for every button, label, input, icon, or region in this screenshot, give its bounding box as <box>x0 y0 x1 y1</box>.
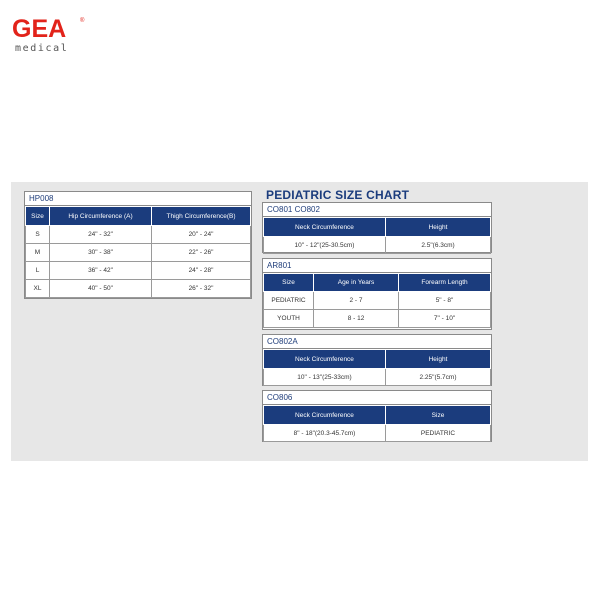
table-cell: 2.25"(5.7cm) <box>386 369 491 386</box>
co801-code: CO801 CO802 <box>263 203 491 217</box>
table-cell: 20" - 24" <box>152 226 251 244</box>
table-row <box>264 310 491 328</box>
col-header: Neck Circumference <box>264 406 386 425</box>
table-row <box>264 237 491 254</box>
col-header: Thigh Circumference(B) <box>152 207 251 226</box>
co806-size-table <box>262 390 492 442</box>
table-cell: 2.5"(6.3cm) <box>386 237 491 254</box>
table-cell: 10" - 12"(25-30.5cm) <box>264 237 386 254</box>
co806-table <box>263 405 491 442</box>
table-header-row <box>26 207 251 226</box>
ar801-table <box>263 273 491 328</box>
registered-mark: ® <box>80 18 85 24</box>
table-cell: 2 - 7 <box>314 292 399 310</box>
table-row <box>264 369 491 386</box>
table-cell: 30" - 38" <box>50 244 152 262</box>
ar801-size-table <box>262 258 492 330</box>
co801-size-table <box>262 202 492 253</box>
col-header: Neck Circumference <box>264 218 386 237</box>
table-header-row <box>264 274 491 292</box>
table-row <box>26 262 251 280</box>
table-row <box>264 425 491 442</box>
co802a-code: CO802A <box>263 335 491 349</box>
hp008-code: HP008 <box>25 192 251 206</box>
table-row <box>26 280 251 298</box>
table-cell: L <box>26 262 50 280</box>
ar801-code: AR801 <box>263 259 491 273</box>
brand-name: GEA <box>12 15 67 43</box>
co802a-table <box>263 349 491 386</box>
table-header-row <box>264 406 491 425</box>
table-cell: 10" - 13"(25-33cm) <box>264 369 386 386</box>
col-header: Neck Circumference <box>264 350 386 369</box>
table-cell: 36" - 42" <box>50 262 152 280</box>
col-header: Size <box>26 207 50 226</box>
co806-code: CO806 <box>263 391 491 405</box>
table-row <box>26 244 251 262</box>
table-cell: 8" - 18"(20.3-45.7cm) <box>264 425 386 442</box>
brand-tagline: medical <box>15 43 69 54</box>
col-header: Forearm Length <box>399 274 491 292</box>
table-cell: XL <box>26 280 50 298</box>
table-cell: 24" - 28" <box>152 262 251 280</box>
table-cell: 22" - 26" <box>152 244 251 262</box>
hp008-size-table <box>24 191 252 299</box>
brand-logo <box>12 16 92 58</box>
table-cell: PEDIATRIC <box>386 425 491 442</box>
table-cell: PEDIATRIC <box>264 292 314 310</box>
table-cell: S <box>26 226 50 244</box>
table-row <box>26 226 251 244</box>
col-header: Height <box>386 218 491 237</box>
table-cell: 7" - 10" <box>399 310 491 328</box>
col-header: Size <box>264 274 314 292</box>
table-cell: 26" - 32" <box>152 280 251 298</box>
table-cell: YOUTH <box>264 310 314 328</box>
hp008-table <box>25 206 251 298</box>
pediatric-chart-title: PEDIATRIC SIZE CHART <box>266 188 410 202</box>
table-header-row <box>264 218 491 237</box>
table-cell: M <box>26 244 50 262</box>
table-cell: 8 - 12 <box>314 310 399 328</box>
col-header: Height <box>386 350 491 369</box>
col-header: Age in Years <box>314 274 399 292</box>
table-row <box>264 292 491 310</box>
col-header: Size <box>386 406 491 425</box>
co802a-size-table <box>262 334 492 386</box>
table-cell: 24" - 32" <box>50 226 152 244</box>
table-header-row <box>264 350 491 369</box>
col-header: Hip Circumference (A) <box>50 207 152 226</box>
co801-table <box>263 217 491 254</box>
table-cell: 5" - 8" <box>399 292 491 310</box>
table-cell: 40" - 50" <box>50 280 152 298</box>
